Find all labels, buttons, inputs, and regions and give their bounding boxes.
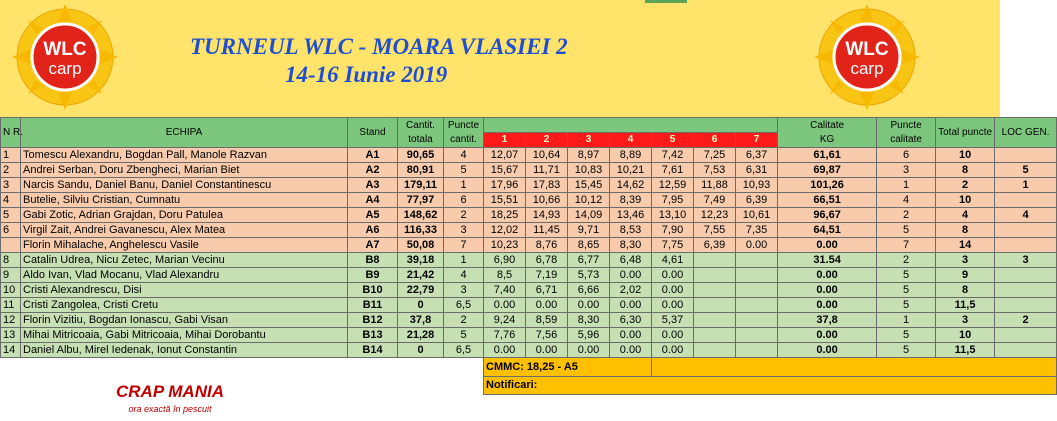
cell-catch: 0.00 [652, 283, 694, 298]
cell-puncte-cantit: 3 [444, 283, 484, 298]
cell-catch [694, 298, 736, 313]
cell-catch [736, 283, 778, 298]
cell-team: Mihai Mitricoaia, Gabi Mitricoaia, Mihai Dorobantu [21, 328, 348, 343]
cell-puncte-calitate: 3 [877, 163, 936, 178]
cell-catch: 7,55 [694, 223, 736, 238]
cell-catch: 2,02 [610, 283, 652, 298]
footer-row-cmmc [1, 358, 1057, 377]
cell-stand: A4 [348, 193, 398, 208]
cell-catch: 6,90 [484, 253, 526, 268]
cell-calitate: 31.54 [778, 253, 877, 268]
cell-loc [995, 238, 1057, 253]
catch-header: 4 [610, 133, 652, 148]
table-row [1, 193, 1057, 208]
cell-team: Aldo Ivan, Vlad Mocanu, Vlad Alexandru [21, 268, 348, 283]
cell-puncte-cantit: 5 [444, 328, 484, 343]
brand-name: CRAP MANIA [116, 382, 224, 401]
cell-team: Florin Mihalache, Anghelescu Vasile [21, 238, 348, 253]
cell-cantit: 179,11 [398, 178, 444, 193]
cell-total: 8 [936, 283, 995, 298]
cell-catch: 0.00 [736, 238, 778, 253]
cell-catch: 0.00 [652, 268, 694, 283]
cell-catch [694, 343, 736, 358]
cell-puncte-calitate: 5 [877, 223, 936, 238]
cell-catch: 7,76 [484, 328, 526, 343]
cell-loc [995, 328, 1057, 343]
header-echipa: ECHIPA [21, 118, 348, 148]
cell-catch: 7,61 [652, 163, 694, 178]
brand-tagline: ora exactă în pescuit [128, 404, 212, 414]
cell-cantit: 21,42 [398, 268, 444, 283]
cell-catch: 0.00 [526, 298, 568, 313]
cell-catch: 10,66 [526, 193, 568, 208]
cell-puncte-calitate: 1 [877, 313, 936, 328]
cell-puncte-cantit: 6,5 [444, 343, 484, 358]
cell-nr: 14 [1, 343, 21, 358]
cell-catch: 0.00 [652, 298, 694, 313]
cell-catch: 7,49 [694, 193, 736, 208]
logo-text-bottom: carp [48, 59, 82, 78]
header-kg: KG [819, 133, 835, 145]
cell-catch: 14,09 [568, 208, 610, 223]
table-row [1, 343, 1057, 358]
cell-calitate: 0.00 [778, 238, 877, 253]
header-stand: Stand [348, 118, 398, 148]
cell-stand: B12 [348, 313, 398, 328]
table-header-row [1, 118, 1057, 133]
cell-puncte-calitate: 7 [877, 238, 936, 253]
header-calitate-kg [778, 118, 877, 148]
wlc-carp-logo-left [10, 2, 120, 112]
cell-cantit: 37,8 [398, 313, 444, 328]
catch-header: 5 [652, 133, 694, 148]
cell-catch: 11,45 [526, 223, 568, 238]
cell-catch [694, 313, 736, 328]
cell-puncte-cantit: 5 [444, 163, 484, 178]
cell-cantit: 50,08 [398, 238, 444, 253]
cell-total: 11,5 [936, 298, 995, 313]
cell-total: 3 [936, 313, 995, 328]
cell-total: 2 [936, 178, 995, 193]
cell-catch: 15,51 [484, 193, 526, 208]
header-nr: N R. [1, 118, 21, 148]
cell-catch: 6,39 [736, 193, 778, 208]
cell-puncte-cantit: 6,5 [444, 298, 484, 313]
cell-catch: 8,89 [610, 148, 652, 163]
cell-team: Andrei Serban, Doru Zbengheci, Marian Biet [21, 163, 348, 178]
header-banner [0, 0, 1000, 117]
cell-catch: 18,25 [484, 208, 526, 223]
cell-catch: 7,95 [652, 193, 694, 208]
cell-nr: 5 [1, 208, 21, 223]
cell-team: Tomescu Alexandru, Bogdan Pall, Manole Razvan [21, 148, 348, 163]
cell-catch [736, 328, 778, 343]
cell-catch: 8,59 [526, 313, 568, 328]
cell-stand: B9 [348, 268, 398, 283]
cell-puncte-calitate: 5 [877, 283, 936, 298]
cell-catch: 8,76 [526, 238, 568, 253]
cell-team: Cristi Zangolea, Cristi Cretu [21, 298, 348, 313]
crap-mania-logo [100, 380, 240, 420]
cell-nr: 2 [1, 163, 21, 178]
cell-loc [995, 283, 1057, 298]
cell-total: 8 [936, 163, 995, 178]
cell-loc: 3 [995, 253, 1057, 268]
cell-cantit: 90,65 [398, 148, 444, 163]
cell-nr [1, 238, 21, 253]
cell-catch: 7,40 [484, 283, 526, 298]
cell-team: Butelie, Silviu Cristian, Cumnatu [21, 193, 348, 208]
cell-stand: A1 [348, 148, 398, 163]
cell-catch: 14,62 [610, 178, 652, 193]
cell-catch: 8,65 [568, 238, 610, 253]
cell-puncte-cantit: 4 [444, 148, 484, 163]
cell-catch: 10,64 [526, 148, 568, 163]
cell-loc: 4 [995, 208, 1057, 223]
cell-puncte-calitate: 2 [877, 253, 936, 268]
cell-total: 10 [936, 328, 995, 343]
cell-stand: A5 [348, 208, 398, 223]
cell-total: 3 [936, 253, 995, 268]
cell-calitate: 0.00 [778, 343, 877, 358]
cell-catch: 9,71 [568, 223, 610, 238]
cell-catch: 15,45 [568, 178, 610, 193]
cell-catch: 6,71 [526, 283, 568, 298]
cell-catch [736, 268, 778, 283]
cell-puncte-calitate: 5 [877, 328, 936, 343]
cell-puncte-cantit: 2 [444, 208, 484, 223]
cell-loc: 2 [995, 313, 1057, 328]
cell-catch: 5,73 [568, 268, 610, 283]
cell-calitate: 66,51 [778, 193, 877, 208]
logo-text-top: WLC [845, 39, 889, 60]
cell-stand: B11 [348, 298, 398, 313]
cell-cantit: 0 [398, 343, 444, 358]
cell-catch: 6,37 [736, 148, 778, 163]
cell-catch: 12,02 [484, 223, 526, 238]
cell-puncte-calitate: 4 [877, 193, 936, 208]
cell-loc: 1 [995, 178, 1057, 193]
cell-catch [736, 343, 778, 358]
cell-catch: 10,21 [610, 163, 652, 178]
cell-catch: 6,77 [568, 253, 610, 268]
cell-catch: 11,71 [526, 163, 568, 178]
header-puncte-calitate: Puncte calitate [877, 118, 936, 148]
cell-team: Cristi Alexandrescu, Disi [21, 283, 348, 298]
cell-nr: 3 [1, 178, 21, 193]
logo-text-bottom: carp [850, 59, 884, 78]
cell-catch: 9,24 [484, 313, 526, 328]
cell-catch: 10,93 [736, 178, 778, 193]
cell-nr: 1 [1, 148, 21, 163]
cell-catch: 7,75 [652, 238, 694, 253]
cell-catch: 12,07 [484, 148, 526, 163]
cell-catch: 10,61 [736, 208, 778, 223]
cell-calitate: 61,61 [778, 148, 877, 163]
cell-total: 8 [936, 223, 995, 238]
cell-catch: 7,35 [736, 223, 778, 238]
cell-catch: 4,61 [652, 253, 694, 268]
header-loc: LOC GEN. [995, 118, 1057, 148]
cell-catch: 7,19 [526, 268, 568, 283]
cell-cantit: 0 [398, 298, 444, 313]
cell-catch [694, 328, 736, 343]
footer-spacer [1, 358, 484, 377]
cell-calitate: 0.00 [778, 283, 877, 298]
catch-header: 2 [526, 133, 568, 148]
header-cantit: Cantit. totala [398, 118, 444, 148]
cell-puncte-cantit: 7 [444, 238, 484, 253]
table-row [1, 208, 1057, 223]
cell-loc [995, 268, 1057, 283]
cell-calitate: 101,26 [778, 178, 877, 193]
cell-catch: 7,25 [694, 148, 736, 163]
logo-text-top: WLC [43, 39, 87, 60]
cell-team: Catalin Udrea, Nicu Zetec, Marian Vecinu [21, 253, 348, 268]
cell-catch: 0.00 [610, 343, 652, 358]
cell-catch: 6,78 [526, 253, 568, 268]
cell-cantit: 39,18 [398, 253, 444, 268]
cell-catch: 7,53 [694, 163, 736, 178]
cell-stand: B13 [348, 328, 398, 343]
cell-catch [694, 268, 736, 283]
cell-catch: 7,42 [652, 148, 694, 163]
table-row [1, 268, 1057, 283]
cell-stand: A2 [348, 163, 398, 178]
cell-loc [995, 223, 1057, 238]
cell-calitate: 64,51 [778, 223, 877, 238]
cell-loc: 5 [995, 163, 1057, 178]
table-row [1, 283, 1057, 298]
tournament-dates: 14-16 Iunie 2019 [285, 62, 448, 87]
cell-catch: 8,39 [610, 193, 652, 208]
cell-catch: 7,56 [526, 328, 568, 343]
cell-stand: A3 [348, 178, 398, 193]
table-row [1, 163, 1057, 178]
footer-spacer [1, 376, 484, 394]
cell-catch: 0.00 [484, 298, 526, 313]
cell-loc [995, 193, 1057, 208]
cell-puncte-cantit: 1 [444, 178, 484, 193]
cell-stand: B10 [348, 283, 398, 298]
catch-header: 7 [736, 133, 778, 148]
cell-stand: A6 [348, 223, 398, 238]
cell-total: 4 [936, 208, 995, 223]
cell-calitate: 69,87 [778, 163, 877, 178]
cmmc-label: CMMC: 18,25 - A5 [484, 358, 652, 377]
cell-total: 10 [936, 193, 995, 208]
cell-nr: 13 [1, 328, 21, 343]
cell-stand: B14 [348, 343, 398, 358]
cell-catch: 5,96 [568, 328, 610, 343]
cell-catch: 6,31 [736, 163, 778, 178]
header-catches-group [484, 118, 778, 133]
cell-team: Florin Vizitiu, Bogdan Ionascu, Gabi Visan [21, 313, 348, 328]
cell-catch: 8,53 [610, 223, 652, 238]
cell-loc [995, 148, 1057, 163]
cell-catch [694, 283, 736, 298]
cell-team: Narcis Sandu, Daniel Banu, Daniel Constantinescu [21, 178, 348, 193]
cell-calitate: 0.00 [778, 298, 877, 313]
cell-team: Gabi Zotic, Adrian Grajdan, Doru Patulea [21, 208, 348, 223]
cell-nr: 9 [1, 268, 21, 283]
cell-team: Virgil Zait, Andrei Gavanescu, Alex Matea [21, 223, 348, 238]
cell-puncte-cantit: 6 [444, 193, 484, 208]
cell-calitate: 37,8 [778, 313, 877, 328]
cell-nr: 10 [1, 283, 21, 298]
cell-puncte-cantit: 3 [444, 223, 484, 238]
cell-catch: 6,66 [568, 283, 610, 298]
cell-puncte-calitate: 2 [877, 208, 936, 223]
table-row [1, 313, 1057, 328]
cell-nr: 4 [1, 193, 21, 208]
cell-puncte-cantit: 1 [444, 253, 484, 268]
table-row [1, 253, 1057, 268]
cell-puncte-calitate: 1 [877, 178, 936, 193]
notificari-label: Notificari: [484, 376, 1057, 394]
cell-puncte-calitate: 5 [877, 343, 936, 358]
cell-catch: 6,48 [610, 253, 652, 268]
cell-puncte-calitate: 5 [877, 298, 936, 313]
catch-header: 6 [694, 133, 736, 148]
cell-catch: 13,46 [610, 208, 652, 223]
cell-loc [995, 343, 1057, 358]
cell-catch: 8,97 [568, 148, 610, 163]
cell-catch: 6,30 [610, 313, 652, 328]
wlc-carp-logo-right [812, 2, 922, 112]
cell-catch: 17,96 [484, 178, 526, 193]
cell-catch: 0.00 [610, 268, 652, 283]
cell-nr: 6 [1, 223, 21, 238]
cell-cantit: 77,97 [398, 193, 444, 208]
cell-catch: 12,59 [652, 178, 694, 193]
cell-cantit: 21,28 [398, 328, 444, 343]
table-row [1, 298, 1057, 313]
table-row [1, 148, 1057, 163]
cell-team: Daniel Albu, Mirel Iedenak, Ionut Constantin [21, 343, 348, 358]
cell-cantit: 22,79 [398, 283, 444, 298]
cell-catch [736, 253, 778, 268]
cell-catch: 12,23 [694, 208, 736, 223]
cell-puncte-calitate: 5 [877, 268, 936, 283]
cell-catch: 11,88 [694, 178, 736, 193]
top-accent-line [645, 0, 687, 3]
header-total-puncte: Total puncte [936, 118, 995, 148]
cell-puncte-cantit: 4 [444, 268, 484, 283]
cell-catch: 0.00 [526, 343, 568, 358]
cell-cantit: 148,62 [398, 208, 444, 223]
cell-nr: 8 [1, 253, 21, 268]
cell-nr: 12 [1, 313, 21, 328]
cell-catch [736, 298, 778, 313]
cell-catch: 8,5 [484, 268, 526, 283]
tournament-title: TURNEUL WLC - MOARA VLASIEI 2 [190, 34, 568, 59]
cell-catch: 10,23 [484, 238, 526, 253]
table-row [1, 223, 1057, 238]
cell-catch: 17,83 [526, 178, 568, 193]
cell-catch: 8,30 [610, 238, 652, 253]
header-puncte-cantit: Puncte cantit. [444, 118, 484, 148]
cell-catch: 10,12 [568, 193, 610, 208]
cell-catch: 6,39 [694, 238, 736, 253]
cell-catch: 7,90 [652, 223, 694, 238]
cell-catch: 0.00 [652, 328, 694, 343]
cell-nr: 11 [1, 298, 21, 313]
cell-cantit: 80,91 [398, 163, 444, 178]
cell-catch: 0.00 [484, 343, 526, 358]
catch-header: 1 [484, 133, 526, 148]
header-calitate: Calitate [810, 119, 845, 131]
cell-catch: 8,30 [568, 313, 610, 328]
cell-total: 14 [936, 238, 995, 253]
catch-header: 3 [568, 133, 610, 148]
cell-catch: 0.00 [568, 343, 610, 358]
cell-catch: 10,83 [568, 163, 610, 178]
cell-stand: A7 [348, 238, 398, 253]
cell-catch: 0.00 [652, 343, 694, 358]
cell-catch: 0.00 [568, 298, 610, 313]
cell-calitate: 0.00 [778, 268, 877, 283]
cell-total: 9 [936, 268, 995, 283]
cell-calitate: 0.00 [778, 328, 877, 343]
cell-cantit: 116,33 [398, 223, 444, 238]
results-table [0, 117, 1057, 395]
cell-catch: 0.00 [610, 298, 652, 313]
cell-catch [736, 313, 778, 328]
cell-catch: 0.00 [610, 328, 652, 343]
cell-catch: 15,67 [484, 163, 526, 178]
cell-stand: B8 [348, 253, 398, 268]
cell-catch: 5,37 [652, 313, 694, 328]
cell-puncte-calitate: 6 [877, 148, 936, 163]
cell-catch [694, 253, 736, 268]
cell-catch: 13,10 [652, 208, 694, 223]
cell-total: 10 [936, 148, 995, 163]
cell-total: 11,5 [936, 343, 995, 358]
table-row [1, 238, 1057, 253]
cell-calitate: 96,67 [778, 208, 877, 223]
table-row [1, 328, 1057, 343]
cmmc-fill [652, 358, 1057, 377]
cell-puncte-cantit: 2 [444, 313, 484, 328]
table-row [1, 178, 1057, 193]
cell-loc [995, 298, 1057, 313]
cell-catch: 14,93 [526, 208, 568, 223]
